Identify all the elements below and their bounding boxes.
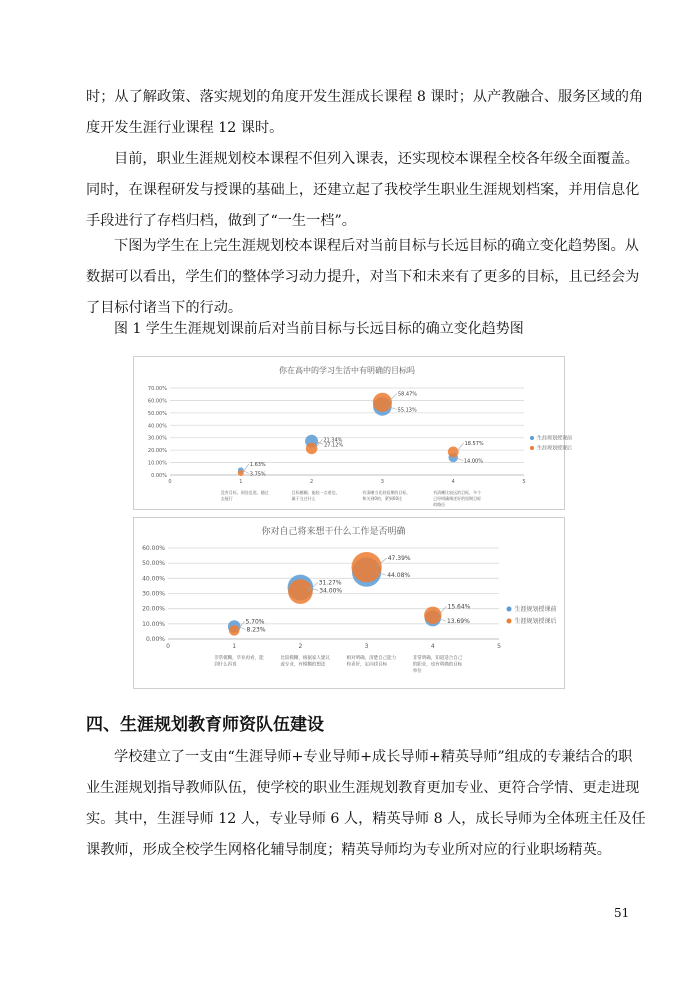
data-label: 21.34% bbox=[323, 437, 343, 444]
category-note: 没有目标，到处乱逛，随过去能行 bbox=[220, 490, 269, 501]
x-tick-label: 4 bbox=[430, 643, 435, 650]
bubble-point bbox=[448, 447, 459, 458]
legend-marker bbox=[507, 619, 512, 624]
paragraph-1 bbox=[86, 82, 644, 144]
data-label: 34.00% bbox=[319, 587, 343, 595]
text-line: 了目标付诸当下的行动。 bbox=[86, 300, 243, 316]
category-note: 有清晰比较远的目标，多个已经明确阐述好的短期目标的路径 bbox=[433, 490, 482, 507]
data-label: 14.00% bbox=[463, 458, 483, 465]
y-tick-label: 60.00% bbox=[147, 398, 167, 405]
text-line: 手段进行了存档归档，做到了“一生一档”。 bbox=[86, 213, 356, 229]
bubble-point bbox=[306, 443, 318, 455]
text-line: 同时，在课程研发与授课的基础上，还建立起了我校学生职业生涯规划档案，并用信息化 bbox=[86, 182, 640, 198]
text-line: 课教师，形成全校学生网格化辅导制度；精英导师均为专业所对应的行业职场精英。 bbox=[86, 842, 611, 858]
x-tick-label: 4 bbox=[451, 479, 455, 485]
x-tick-label: 5 bbox=[522, 479, 526, 485]
chart-2-frame bbox=[133, 517, 565, 689]
chart-title: 你在高中的学习生活中有明确的目标吗 bbox=[279, 366, 415, 375]
category-note: 目标模糊，能较一点着边，属于当过什么 bbox=[291, 490, 340, 501]
paragraph-3 bbox=[86, 231, 640, 324]
category-note: 有清晰当比较短期的目标，和关到0的，紧到00还 bbox=[362, 490, 411, 501]
bubble-point bbox=[424, 607, 441, 624]
y-tick-label: 70.00% bbox=[147, 386, 167, 392]
y-tick-label: 20.00% bbox=[147, 448, 167, 455]
paragraph-4 bbox=[86, 742, 646, 866]
y-tick-label: 50.00% bbox=[142, 560, 165, 568]
text-line: 数据可以看出，学生们的整体学习动力提升，对当下和未来有了更多的目标，且已经会为 bbox=[86, 269, 640, 285]
bubble-point bbox=[229, 625, 240, 636]
x-tick-label: 2 bbox=[298, 643, 303, 650]
y-tick-label: 30.00% bbox=[147, 435, 167, 442]
data-label: 5.70% bbox=[245, 618, 265, 626]
text-line: 度开发生涯行业课程 12 课时。 bbox=[86, 120, 284, 136]
data-label: 44.08% bbox=[387, 572, 411, 580]
data-label: 31.27% bbox=[318, 579, 342, 587]
legend-marker bbox=[530, 436, 534, 440]
text-line: 实。其中，生涯导师 12 人，专业导师 6 人，精英导师 8 人，成长导师为全体班主任及任 bbox=[86, 811, 646, 827]
paragraph-2 bbox=[86, 144, 640, 237]
label-leader-line bbox=[456, 443, 463, 452]
text-line: 目前，职业生涯规划校本课程不但列入课表，还实现校本课程全校各年级全面覆盖。 bbox=[114, 151, 639, 167]
data-label: 8.23% bbox=[246, 626, 266, 634]
x-tick-label: 5 bbox=[497, 643, 501, 650]
data-label: 3.75% bbox=[249, 471, 266, 478]
text-line: 学校建立了一支由“生涯导师+专业导师+成长导师+精英导师”组成的专兼结合的职 bbox=[114, 749, 633, 765]
bubble-point bbox=[288, 579, 313, 604]
y-tick-label: 50.00% bbox=[147, 410, 167, 417]
x-tick-label: 0 bbox=[166, 643, 170, 650]
x-tick-label: 2 bbox=[310, 479, 314, 485]
page-number: 51 bbox=[614, 906, 630, 920]
data-label: 47.39% bbox=[387, 555, 411, 563]
y-tick-label: 10.00% bbox=[147, 460, 167, 467]
x-tick-label: 1 bbox=[239, 479, 243, 485]
chart-1 bbox=[134, 357, 573, 509]
data-label: 1.63% bbox=[249, 461, 266, 468]
data-label: 55.13% bbox=[397, 407, 417, 414]
data-label: 58.47% bbox=[397, 391, 418, 398]
text-line: 下图为学生在上完生涯规划校本课程后对当前目标与长远目标的确立变化趋势图。从 bbox=[114, 238, 639, 254]
y-tick-label: 10.00% bbox=[142, 620, 165, 628]
text-line: 时；从了解政策、落实规划的角度开发生涯成长课程 8 课时；从产教融合、服务区域的角 bbox=[86, 89, 644, 105]
legend-label: 生涯规划授课后 bbox=[537, 445, 573, 452]
y-tick-label: 30.00% bbox=[142, 590, 165, 598]
category-note: 比较模糊，根据家人建议或专业，有模糊的想法 bbox=[280, 656, 330, 668]
category-note: 相对明确，清楚自己能力和喜好，定向找目标 bbox=[346, 656, 397, 668]
legend-label: 生涯规划授课前 bbox=[537, 435, 573, 442]
text-line: 业生涯规划指导教师队伍，使学校的职业生涯规划教育更加专业、更符合学情、更走进现 bbox=[86, 780, 640, 796]
x-tick-label: 3 bbox=[364, 643, 369, 650]
section-heading: 四、生涯规划教育师资队伍建设 bbox=[86, 715, 324, 735]
legend-marker bbox=[530, 446, 534, 450]
y-tick-label: 20.00% bbox=[142, 605, 165, 613]
data-label: 15.64% bbox=[447, 603, 471, 611]
y-tick-label: 40.00% bbox=[147, 423, 167, 430]
chart-2 bbox=[134, 518, 564, 688]
y-tick-label: 0.00% bbox=[145, 636, 165, 643]
chart-1-frame bbox=[133, 356, 573, 510]
data-label: 27.12% bbox=[324, 442, 344, 449]
y-tick-label: 40.00% bbox=[142, 575, 165, 583]
legend-label: 生涯规划授课后 bbox=[514, 618, 557, 625]
x-tick-label: 1 bbox=[232, 643, 237, 650]
bubble-point bbox=[351, 552, 381, 582]
category-note: 非常模糊，毕业再看，能到什么再说 bbox=[214, 656, 264, 668]
chart-title: 你对自己将来想干什么工作是否明确 bbox=[261, 527, 406, 537]
legend-label: 生涯规划授课前 bbox=[514, 606, 557, 613]
x-tick-label: 0 bbox=[168, 479, 172, 485]
x-tick-label: 3 bbox=[380, 479, 384, 485]
data-label: 18.57% bbox=[464, 440, 484, 447]
y-tick-label: 0.00% bbox=[151, 473, 167, 479]
y-tick-label: 60.00% bbox=[142, 545, 165, 552]
bubble-point bbox=[373, 393, 392, 412]
data-label: 13.69% bbox=[446, 618, 470, 626]
figure-caption: 图 1 学生生涯规划课前后对当前目标与长远目标的确立变化趋势图 bbox=[114, 321, 524, 337]
legend-marker bbox=[507, 607, 512, 612]
category-note: 非常明确，知道适合自己的职业，也有明确的目标单位 bbox=[412, 656, 463, 674]
